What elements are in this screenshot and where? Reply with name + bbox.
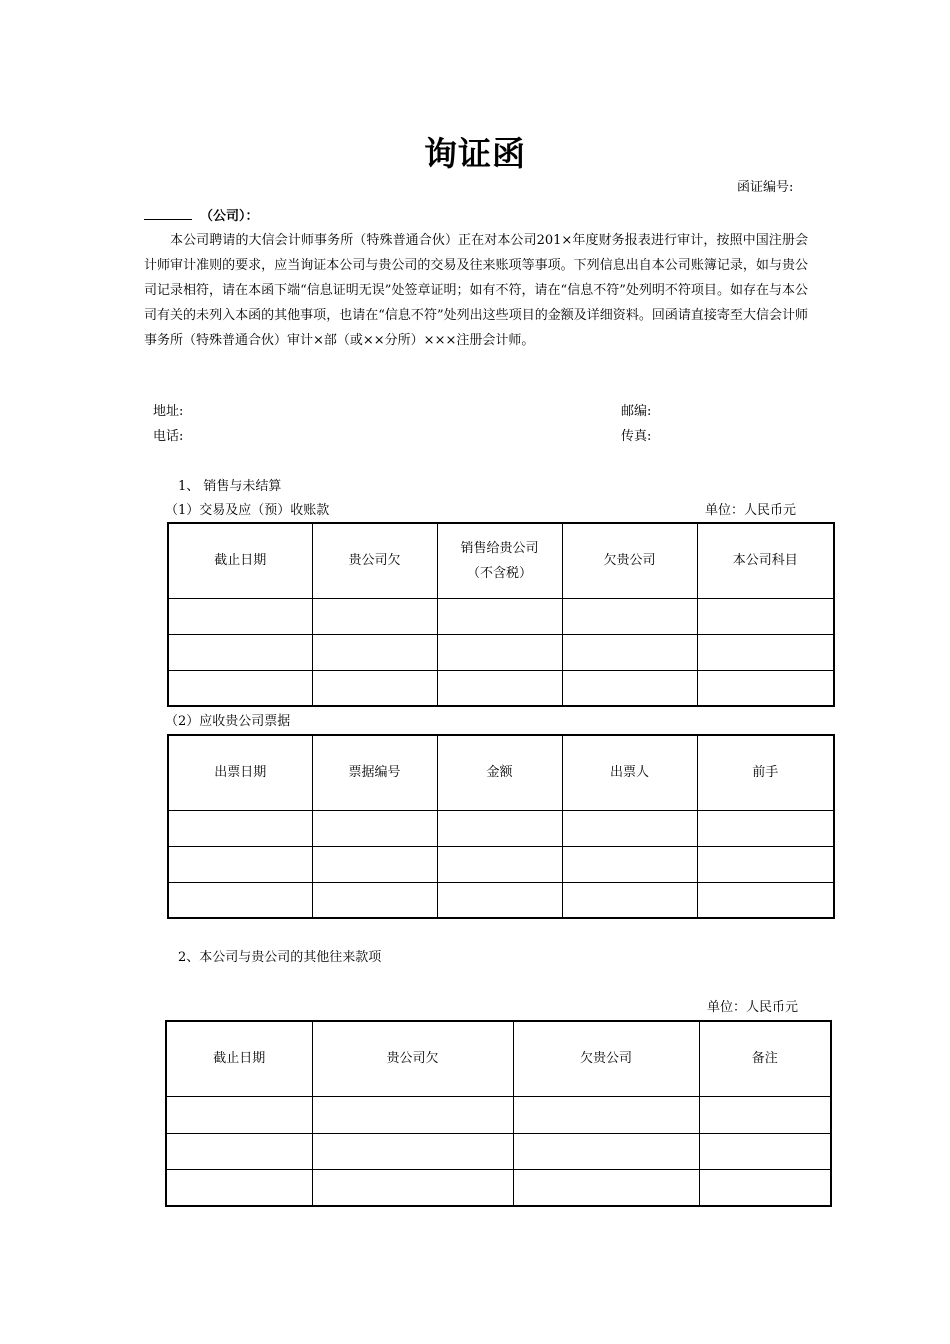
table-row [168, 810, 834, 846]
header-cell: 金额 [437, 735, 562, 810]
table-row [166, 1169, 831, 1206]
table-cell[interactable] [513, 1096, 699, 1133]
page-title: 询证函 [424, 134, 526, 173]
sales-receivables-table [167, 522, 835, 707]
table3-unit: 单位：人民币元 [707, 1000, 799, 1015]
table-cell[interactable] [437, 598, 562, 634]
table1-caption: （1）交易及应（预）收账款 [165, 503, 330, 518]
header-cell [437, 523, 562, 598]
header-cell: 出票人 [562, 735, 697, 810]
table-cell[interactable] [697, 882, 834, 918]
table-row [168, 598, 834, 634]
table-cell[interactable] [166, 1133, 312, 1169]
table-cell[interactable] [562, 598, 697, 634]
table1-unit: 单位：人民币元 [705, 503, 797, 518]
table-cell[interactable] [437, 810, 562, 846]
table-cell[interactable] [697, 634, 834, 670]
header-cell: 备注 [699, 1021, 831, 1096]
header-cell: 贵公司欠 [312, 523, 437, 598]
table-cell[interactable] [513, 1169, 699, 1206]
table-cell[interactable] [697, 670, 834, 706]
table-cell[interactable] [168, 882, 312, 918]
header-cell: 票据编号 [312, 735, 437, 810]
table-cell[interactable] [699, 1133, 831, 1169]
header-cell: 本公司科目 [697, 523, 834, 598]
table2-caption: （2）应收贵公司票据 [165, 714, 291, 729]
table-cell[interactable] [697, 810, 834, 846]
table-cell[interactable] [312, 598, 437, 634]
company-name-blank[interactable] [144, 207, 192, 220]
table-cell[interactable] [312, 810, 437, 846]
header-cell: 截止日期 [168, 523, 312, 598]
table-cell[interactable] [699, 1169, 831, 1206]
table-row [168, 846, 834, 882]
table-cell[interactable] [312, 882, 437, 918]
phone-label: 电话: [153, 429, 184, 444]
addressee [144, 205, 259, 224]
table-row [168, 634, 834, 670]
table-cell[interactable] [437, 882, 562, 918]
header-cell: 出票日期 [168, 735, 312, 810]
body-paragraph: 本公司聘请的大信会计师事务所（特殊普通合伙）正在对本公司201×年度财务报表进行审计，按照中国注册会计师审计准则的要求，应当询证本公司与贵公司的交易及往来账项等事项。下列信息出自本公司账簿记录，如与贵公司记录相符，请在本函下端“信息证明无误”处签章证明；如有不符，请在“信息不符”处列明不符项目。如存在与本公司有关的未列入本函的其他事项，也请在“信息不符”处列出这些项目的金额及详细资料。回函请直接寄至大信会计师事务所（特殊普通合伙）审计×部（或××分所）×××注册会计师。 [144, 233, 808, 348]
letter-number-label: 函证编号: [737, 180, 794, 195]
table-cell[interactable] [513, 1133, 699, 1169]
table-cell[interactable] [437, 634, 562, 670]
table-row [166, 1096, 831, 1133]
other-transactions-table [165, 1020, 832, 1207]
addressee-label: （公司）： [200, 209, 259, 224]
table-cell[interactable] [437, 846, 562, 882]
table-row [168, 670, 834, 706]
table-cell[interactable] [562, 670, 697, 706]
table-cell[interactable] [562, 634, 697, 670]
table-header-row [168, 523, 834, 598]
postcode-label: 邮编: [621, 404, 652, 419]
table-cell[interactable] [168, 846, 312, 882]
section1-heading: 1、 销售与未结算 [178, 479, 282, 494]
table-cell[interactable] [168, 634, 312, 670]
table-header-row [166, 1021, 831, 1096]
header-cell-label: 销售给贵公司 [460, 540, 539, 556]
table-cell[interactable] [562, 882, 697, 918]
table-cell[interactable] [437, 670, 562, 706]
header-cell: 前手 [697, 735, 834, 810]
header-cell-note: （不含税） [466, 565, 532, 581]
table-cell[interactable] [312, 1169, 513, 1206]
fax-label: 传真: [621, 429, 652, 444]
header-cell: 欠贵公司 [562, 523, 697, 598]
table-cell[interactable] [168, 598, 312, 634]
table-row [168, 882, 834, 918]
header-cell: 截止日期 [166, 1021, 312, 1096]
table-cell[interactable] [562, 846, 697, 882]
table-cell[interactable] [312, 1096, 513, 1133]
table-cell[interactable] [166, 1096, 312, 1133]
table-header-row [168, 735, 834, 810]
address-label: 地址: [153, 404, 184, 419]
header-cell: 欠贵公司 [513, 1021, 699, 1096]
table-cell[interactable] [562, 810, 697, 846]
table-cell[interactable] [168, 810, 312, 846]
table-cell[interactable] [697, 846, 834, 882]
table-cell[interactable] [168, 670, 312, 706]
table-cell[interactable] [312, 670, 437, 706]
table-cell[interactable] [697, 598, 834, 634]
table-cell[interactable] [166, 1169, 312, 1206]
header-cell: 贵公司欠 [312, 1021, 513, 1096]
table-cell[interactable] [312, 634, 437, 670]
notes-receivable-table [167, 734, 835, 919]
table-cell[interactable] [312, 1133, 513, 1169]
table-cell[interactable] [699, 1096, 831, 1133]
table-cell[interactable] [312, 846, 437, 882]
section2-heading: 2、本公司与贵公司的其他往来款项 [178, 950, 382, 965]
table-row [166, 1133, 831, 1169]
